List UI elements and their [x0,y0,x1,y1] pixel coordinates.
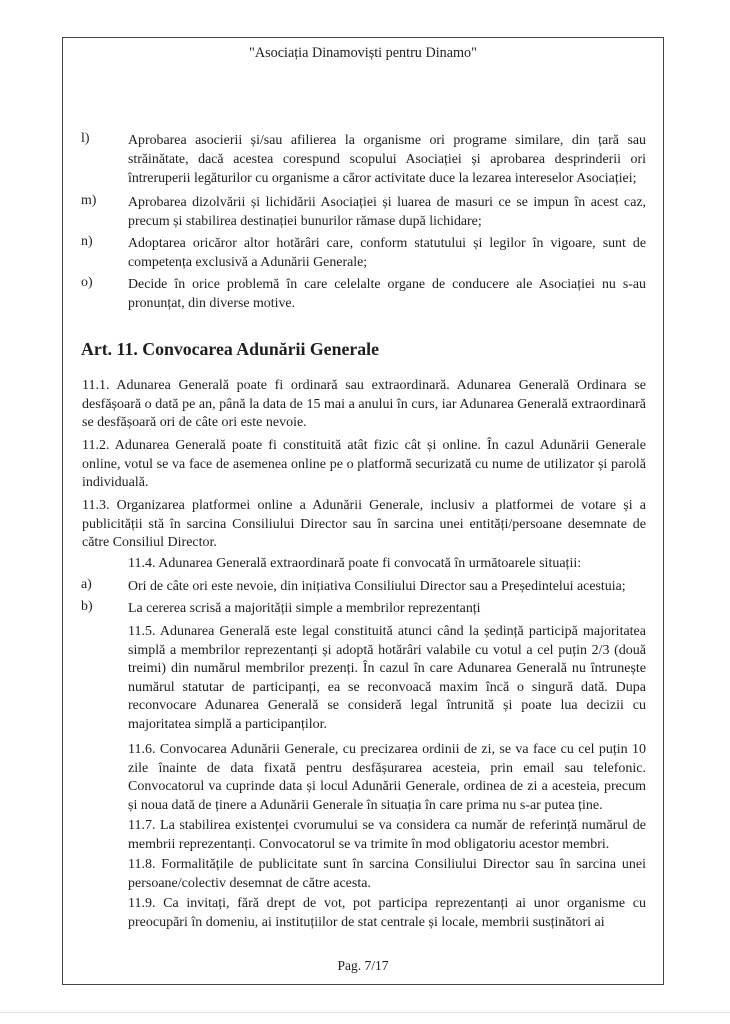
sub-label-b: b) [81,599,93,614]
scan-edge-line [0,1012,730,1013]
sub-item-b: La cererea scrisă a majorității simple a membrilor reprezentanți [128,601,481,616]
paragraph-11-2: 11.2. Adunarea Generală poate fi constituită atât fizic cât și online. În cazul Adunării Generale online, votul se va face de asemenea online pe o platformă securizată cu nume de utilizator și parolă individuală. [82,438,646,491]
paragraph-11-9: 11.9. Ca invitați, fără drept de vot, pot participa reprezentanți ai unor organisme cu preocupări în domeniu, ai instituțiilor de stat centrale și locale, membrii susținători ai [128,896,646,930]
paragraph-11-1: 11.1. Adunarea Generală poate fi ordinară sau extraordinară. Adunarea Generală Ordinara se desfășoară o dată pe an, până la data de 15 mai a anului în curs, iar Adunarea Generală extraordinară se desfășoară ori de câte ori este nevoie. [82,378,646,431]
list-item-n: Adoptarea oricăror altor hotărâri care, conform statutului și legilor în vigoare, sunt de competența exclusivă a Adunării Generale; [128,236,646,270]
list-label-l: l) [81,131,90,146]
sub-label-a: a) [81,577,92,592]
paragraph-11-5: 11.5. Adunarea Generală este legal constituită atunci când la ședință participă majoritatea simplă a membrilor reprezentanți și adoptă hotărâri valabile cu votul a cel puțin 2/3 (două treimi) din numărul membrilor prezenți. În cazul în care Adunarea Generală nu întrunește numărul statutar de participanți, ea se reconvoacă maxim încă o singură dată. Dupa reconvocare Adunarea Generală se consideră legal întrunită și poate lua decizii cu majoritatea simplă a participanților. [128,624,646,732]
list-item-l: Aprobarea asocierii și/sau afilierea la organisme ori programe similare, din țară sau străinătate, dacă acestea corespund scopului Asociației și aprobarea desprinderii ori întreruperii legăturilor cu organisme a căror activitate duce la lezarea intereselor Asociației; [128,133,646,186]
list-label-n: n) [81,234,93,249]
sub-item-a: Ori de câte ori este nevoie, din inițiativa Consiliului Director sau a Președintelui acestuia; [128,579,626,594]
article-title: Art. 11. Convocarea Adunării Generale [81,339,379,359]
paragraph-11-4: 11.4. Adunarea Generală extraordinară poate fi convocată în următoarele situații: [128,556,582,571]
page-number: Pag. 7/17 [337,958,389,973]
paragraph-11-6: 11.6. Convocarea Adunării Generale, cu precizarea ordinii de zi, se va face cu cel puțin 10 zile înainte de data fixată pentru desfășurarea acesteia, prin email sau telefonic. Convocatorul va cuprinde data și locul Adunării Generale, ordinea de zi a acesteia, precum și noua dată de ținere a Adunării Generale în situația în care prima nu s-ar putea ține. [128,742,646,813]
paragraph-11-8: 11.8. Formalitățile de publicitate sunt în sarcina Consiliului Director sau în sarcina unei persoane/colectiv desemnat de către acesta. [128,857,646,891]
list-label-m: m) [81,193,97,208]
paragraph-11-3: 11.3. Organizarea platformei online a Adunării Generale, inclusiv a platformei de votare și a publicității stă în sarcina Consiliului Director sau în sarcina unei entități/persoane desemnate de către Consiliul Director. [82,498,646,551]
list-item-m: Aprobarea dizolvării și lichidării Asociației și luarea de masuri ce se impun în acest caz, precum și stabilirea destinației bunurilor rămase după lichidare; [128,195,646,229]
paragraph-11-7: 11.7. La stabilirea existenței cvorumului se va considera ca număr de referință numărul de membrii reprezentanți. Convocatorul se va trimite în mod obligatoriu acestor membri. [128,818,646,852]
document-header: "Asociația Dinamoviști pentru Dinamo" [249,45,477,61]
list-label-o: o) [81,275,93,290]
list-item-o: Decide în orice problemă în care celelalte organe de conducere ale Asociației nu s-au pronunțat, din diverse motive. [128,277,646,311]
